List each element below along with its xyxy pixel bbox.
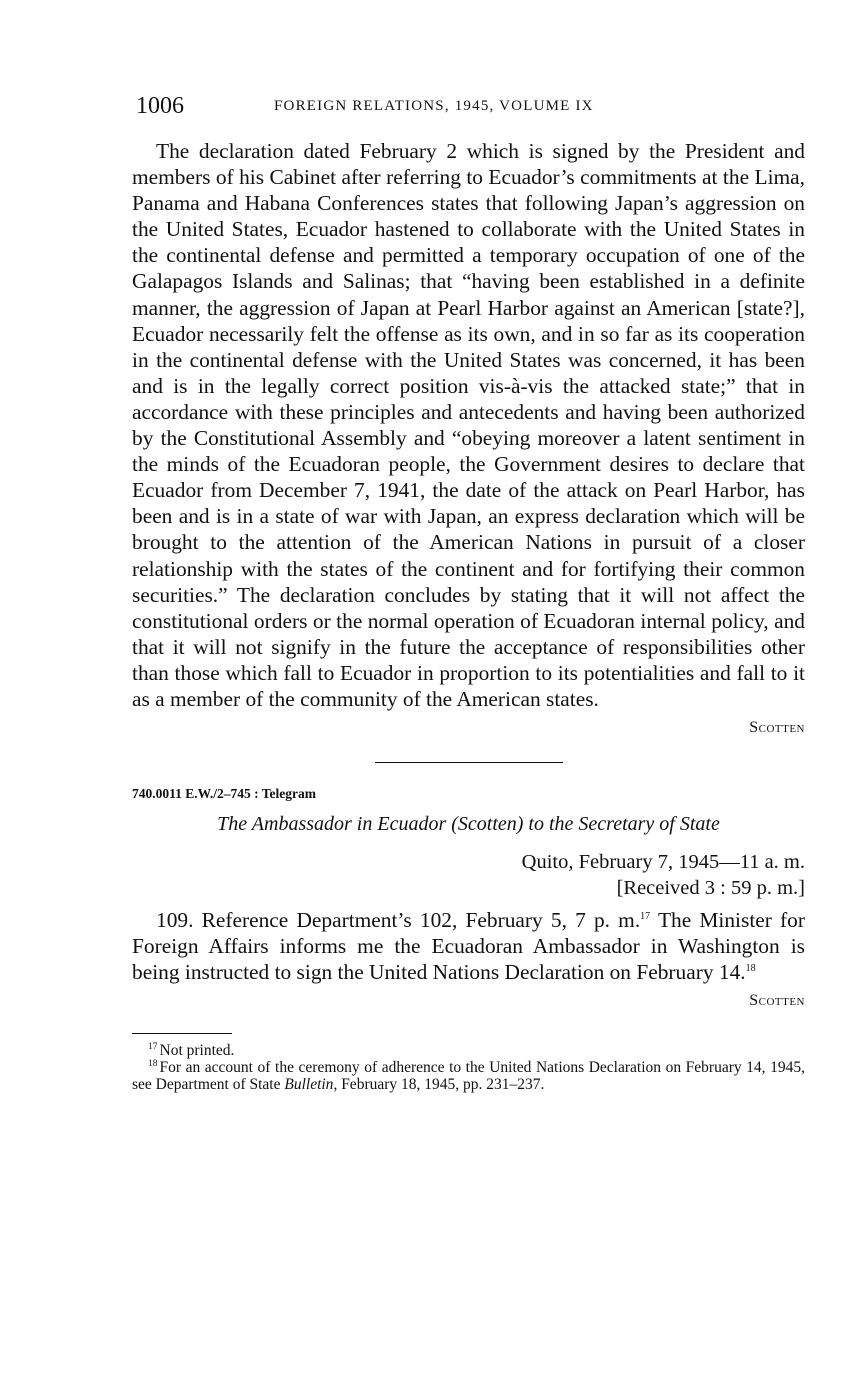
footnote-ref-17[interactable]: 17 [640,910,651,922]
page-number: 1006 [136,93,184,119]
file-reference: 740.0011 E.W./2–745 : Telegram [132,786,317,802]
footnote-text-18-before: For an account of the ceremony of adherence to the United Nations Declaration on February 14, 1945, see Department of State [132,1059,805,1094]
telegram-paragraph [132,907,805,985]
footnote-text-18-after: , February 18, 1945, pp. 231–237. [333,1076,545,1094]
footnote-divider [132,1033,232,1034]
signature-scotten-1: Scotten [749,719,805,737]
footnote-17 [132,1042,805,1059]
document-title: The Ambassador in Ecuador (Scotten) to the Secretary of State [217,813,720,836]
signature-scotten-2: Scotten [749,992,805,1010]
section-divider [375,762,563,763]
telegram-text-part2: The Minister for Foreign Affairs informs me the Ecuadoran Ambassador in Washington is being instructed to sign the United Nations Declaration on February 14. [132,908,805,985]
bulletin-title: Bulletin [284,1076,334,1094]
footnote-text-17: Not printed. [159,1042,235,1060]
footnote-18 [132,1059,805,1093]
received-time: [Received 3 : 59 p. m.] [616,877,805,900]
telegram-text-part1: 109. Reference Department’s 102, February 5, 7 p. m. [156,908,641,933]
footnote-marker-18: 18 [148,1059,158,1070]
running-head: FOREIGN RELATIONS, 1945, VOLUME IX [274,98,594,114]
footnote-ref-18[interactable]: 18 [745,963,756,975]
footnote-marker-17: 17 [148,1042,158,1053]
document-page [132,92,805,1093]
page-header [132,92,805,122]
dateline: Quito, February 7, 1945—11 a. m. [521,851,805,874]
declaration-paragraph: The declaration dated February 2 which is signed by the President and members of his Cabinet after referring to Ecuador’s commitments at the Lima, Panama and Habana Conferences states that following Japan’s aggression on the United States, Ecuador hastened to collaborate with the United States in the continental defense and permitted a temporary occupation of one of the Galapagos Islands and Salinas; that “having been established in a definite manner, the aggression of Japan at Pearl Harbor against an American [state?], Ecuador necessarily felt the offense as its own, and in so far as its cooperation in the continental defense with the United States was concerned, it has been and is in the legally correct position vis-à-vis the attacked state;” that in accordance with these principles and antecedents and having been authorized by the Constitutional Assembly and “obeying moreover a latent sentiment in the minds of the Ecuadoran people, the Government desires to declare that Ecuador from December 7, 1941, the date of the attack on Pearl Harbor, has been and is in a state of war with Japan, an express declaration which will be brought to the attention of the American Nations in pursuit of a closer relationship with the states of the continent and for fortifying their common securities.” The declaration concludes by stating that it will not affect the constitutional orders or the normal operation of Ecuadoran internal policy, and that it will not signify in the future the acceptance of responsibilities other than those which fall to Ecuador in proportion to its potentialities and fall to it as a member of the community of the American states. [132,139,805,711]
